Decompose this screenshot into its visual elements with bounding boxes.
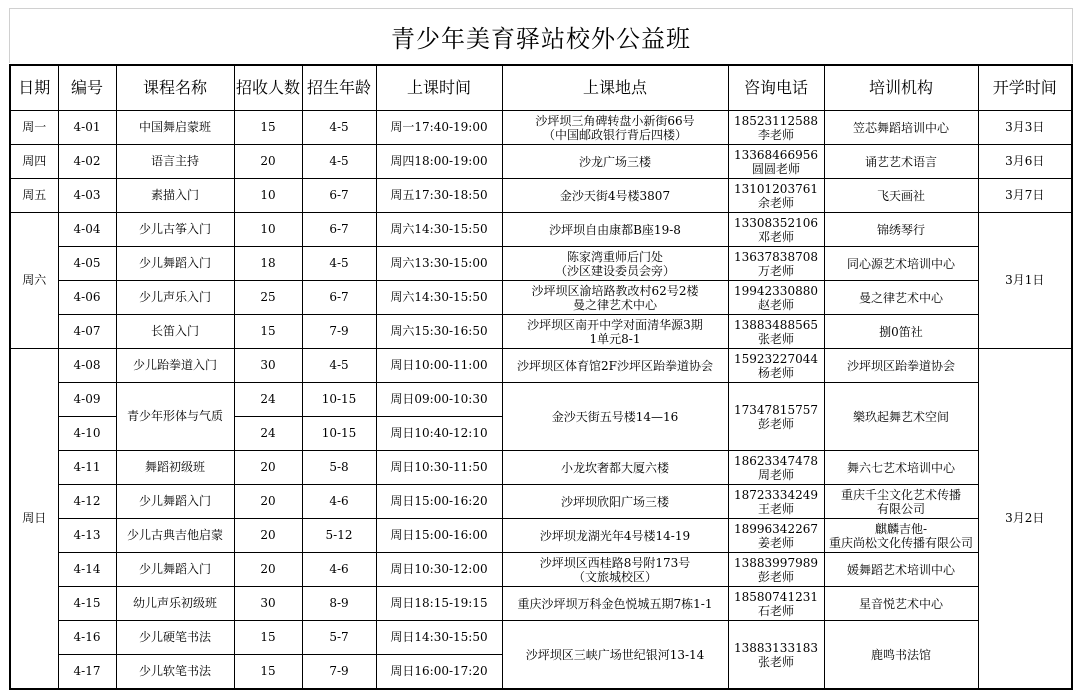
code-cell: 4-14	[58, 553, 116, 587]
place-cell-line: 沙坪坝区三峡广场世纪银河13-14	[525, 647, 705, 662]
time-cell: 周日09:00-10:30	[376, 383, 502, 417]
page-title: 青少年美育驿站校外公益班	[9, 8, 1073, 63]
phone-cell-line: 13883133183	[734, 640, 818, 655]
place-cell	[502, 247, 728, 281]
org-cell-line: 沙坪坝区跆拳道协会	[846, 358, 955, 373]
org-cell-line: 重庆尚松文化传播有限公司	[828, 535, 973, 550]
phone-cell	[728, 213, 824, 247]
place-cell-line: （沙区建设委员会旁）	[554, 263, 675, 278]
place-cell	[502, 519, 728, 553]
place-cell-line: 沙坪坝区南开中学对面清华源3期	[527, 317, 703, 332]
phone-cell-line: 圆圆老师	[751, 161, 800, 176]
count-cell: 24	[234, 417, 302, 451]
time-cell: 周日10:00-11:00	[376, 349, 502, 383]
course-cell: 少儿软笔书法	[116, 655, 234, 690]
place-cell	[502, 179, 728, 213]
age-cell: 8-9	[302, 587, 376, 621]
course-cell: 少儿舞蹈入门	[116, 553, 234, 587]
course-cell: 幼儿声乐初级班	[116, 587, 234, 621]
place-cell	[502, 349, 728, 383]
phone-cell-line: 杨老师	[757, 365, 794, 380]
age-cell: 4-6	[302, 485, 376, 519]
age-cell: 7-9	[302, 655, 376, 690]
org-cell-line: 锦绣琴行	[876, 222, 925, 237]
code-cell: 4-08	[58, 349, 116, 383]
phone-cell-line: 13368466956	[734, 147, 818, 162]
phone-cell	[728, 349, 824, 383]
phone-cell-line: 19942330880	[734, 283, 818, 298]
course-cell: 语言主持	[116, 145, 234, 179]
phone-cell	[728, 519, 824, 553]
phone-cell-line: 石老师	[757, 603, 794, 618]
age-cell: 4-5	[302, 247, 376, 281]
phone-cell-line: 余老师	[757, 195, 794, 210]
phone-cell-line: 万老师	[757, 263, 794, 278]
phone-cell-line: 彭老师	[757, 416, 794, 431]
place-cell	[502, 213, 728, 247]
org-cell	[824, 553, 978, 587]
time-cell: 周日16:00-17:20	[376, 655, 502, 690]
org-cell	[824, 485, 978, 519]
phone-cell-line: 18996342267	[734, 521, 818, 536]
phone-cell-line: 13101203761	[734, 181, 818, 196]
course-cell: 舞蹈初级班	[116, 451, 234, 485]
count-cell: 10	[234, 179, 302, 213]
age-cell: 10-15	[302, 383, 376, 417]
course-cell: 少儿舞蹈入门	[116, 247, 234, 281]
code-cell: 4-10	[58, 417, 116, 451]
place-cell	[502, 315, 728, 349]
code-cell: 4-13	[58, 519, 116, 553]
phone-cell	[728, 553, 824, 587]
age-cell: 5-12	[302, 519, 376, 553]
code-cell: 4-16	[58, 621, 116, 655]
org-cell	[824, 621, 978, 690]
table-row	[10, 247, 1072, 281]
header-cell: 咨询电话	[728, 65, 824, 111]
start-date-cell: 3月6日	[978, 145, 1072, 179]
org-cell	[824, 315, 978, 349]
header-cell: 开学时间	[978, 65, 1072, 111]
time-cell: 周四18:00-19:00	[376, 145, 502, 179]
time-cell: 周日10:30-11:50	[376, 451, 502, 485]
start-date-cell: 3月2日	[978, 349, 1072, 690]
place-cell-line: 小龙坎奢都大厦六楼	[560, 460, 669, 475]
phone-cell-line: 13883488565	[734, 317, 818, 332]
count-cell: 20	[234, 519, 302, 553]
age-cell: 10-15	[302, 417, 376, 451]
code-cell: 4-09	[58, 383, 116, 417]
phone-cell-line: 赵老师	[757, 297, 794, 312]
phone-cell	[728, 281, 824, 315]
count-cell: 20	[234, 145, 302, 179]
time-cell: 周一17:40-19:00	[376, 111, 502, 145]
header-cell: 课程名称	[116, 65, 234, 111]
code-cell: 4-17	[58, 655, 116, 690]
header-cell: 招收人数	[234, 65, 302, 111]
phone-cell-line: 18623347478	[734, 453, 818, 468]
count-cell: 15	[234, 621, 302, 655]
code-cell: 4-05	[58, 247, 116, 281]
org-cell-line: 有限公司	[876, 501, 925, 516]
count-cell: 20	[234, 553, 302, 587]
time-cell: 周六14:30-15:50	[376, 213, 502, 247]
schedule-table	[9, 64, 1073, 690]
place-cell-line: （中国邮政银行背后四楼）	[542, 127, 687, 142]
place-cell	[502, 145, 728, 179]
code-cell: 4-15	[58, 587, 116, 621]
place-cell	[502, 111, 728, 145]
phone-cell	[728, 111, 824, 145]
phone-cell	[728, 247, 824, 281]
phone-cell-line: 张老师	[757, 654, 794, 669]
table-row	[10, 519, 1072, 553]
phone-cell-line: 周老师	[757, 467, 794, 482]
age-cell: 6-7	[302, 179, 376, 213]
org-cell	[824, 451, 978, 485]
age-cell: 6-7	[302, 213, 376, 247]
org-cell-line: 樂玖起舞艺术空间	[852, 409, 949, 424]
course-cell: 少儿硬笔书法	[116, 621, 234, 655]
table-row	[10, 349, 1072, 383]
course-cell: 少儿古筝入门	[116, 213, 234, 247]
code-cell: 4-12	[58, 485, 116, 519]
start-date-cell: 3月1日	[978, 213, 1072, 349]
phone-cell	[728, 451, 824, 485]
org-cell-line: 捌0笛社	[879, 324, 923, 339]
place-cell-line: 沙坪坝区渝培路教改村62号2楼	[531, 283, 699, 298]
place-cell-line: 沙坪坝区西桂路8号附173号	[539, 555, 691, 570]
org-cell-line: 鹿鸣书法馆	[870, 647, 931, 662]
org-cell	[824, 349, 978, 383]
course-cell: 少儿舞蹈入门	[116, 485, 234, 519]
phone-cell-line: 姜老师	[757, 535, 794, 550]
age-cell: 4-6	[302, 553, 376, 587]
phone-cell-line: 李老师	[757, 127, 794, 142]
table-row	[10, 553, 1072, 587]
org-cell-line: 飞天画社	[876, 188, 925, 203]
code-cell: 4-11	[58, 451, 116, 485]
table-row	[10, 281, 1072, 315]
phone-cell-line: 18580741231	[734, 589, 818, 604]
place-cell	[502, 383, 728, 451]
place-cell	[502, 553, 728, 587]
time-cell: 周六13:30-15:00	[376, 247, 502, 281]
header-cell: 培训机构	[824, 65, 978, 111]
day-cell: 周一	[10, 111, 58, 145]
org-cell-line: 重庆千尘文化艺术传播	[840, 487, 961, 502]
phone-cell-line: 15923227044	[734, 351, 818, 366]
code-cell: 4-06	[58, 281, 116, 315]
place-cell-line: 重庆沙坪坝万科金色悦城五期7栋1-1	[517, 596, 713, 611]
time-cell: 周日14:30-15:50	[376, 621, 502, 655]
place-cell	[502, 587, 728, 621]
day-cell: 周六	[10, 213, 58, 349]
org-cell	[824, 519, 978, 553]
age-cell: 5-7	[302, 621, 376, 655]
time-cell: 周六15:30-16:50	[376, 315, 502, 349]
place-cell-line: 沙坪坝自由康都B座19-8	[549, 222, 681, 237]
header-cell: 编号	[58, 65, 116, 111]
code-cell: 4-01	[58, 111, 116, 145]
time-cell: 周日15:00-16:20	[376, 485, 502, 519]
org-cell	[824, 213, 978, 247]
count-cell: 25	[234, 281, 302, 315]
age-cell: 4-5	[302, 145, 376, 179]
course-cell: 素描入门	[116, 179, 234, 213]
table-row	[10, 111, 1072, 145]
phone-cell-line: 王老师	[757, 501, 794, 516]
org-cell-line: 星音悦艺术中心	[858, 596, 943, 611]
place-cell-line: 沙坪坝三角碑转盘小新街66号	[535, 113, 695, 128]
header-cell: 上课地点	[502, 65, 728, 111]
count-cell: 15	[234, 315, 302, 349]
org-cell-line: 媛舞蹈艺术培训中心	[846, 562, 955, 577]
time-cell: 周日15:00-16:00	[376, 519, 502, 553]
time-cell: 周日10:40-12:10	[376, 417, 502, 451]
phone-cell-line: 13883997989	[734, 555, 818, 570]
time-cell: 周五17:30-18:50	[376, 179, 502, 213]
place-cell-line: 沙龙广场三楼	[578, 154, 651, 169]
phone-cell-line: 18723334249	[734, 487, 818, 502]
place-cell-line: 陈家湾重师后门处	[566, 249, 663, 264]
phone-cell	[728, 315, 824, 349]
phone-cell	[728, 621, 824, 690]
count-cell: 15	[234, 111, 302, 145]
start-date-cell: 3月7日	[978, 179, 1072, 213]
phone-cell	[728, 587, 824, 621]
org-cell	[824, 383, 978, 451]
table-row	[10, 621, 1072, 655]
time-cell: 周日10:30-12:00	[376, 553, 502, 587]
place-cell-line: 沙坪坝区体育馆2F沙坪区跆拳道协会	[517, 358, 713, 373]
age-cell: 7-9	[302, 315, 376, 349]
header-cell: 日期	[10, 65, 58, 111]
day-cell: 周四	[10, 145, 58, 179]
org-cell-line: 麒麟吉他-	[874, 521, 928, 536]
course-cell: 少儿古典吉他启蒙	[116, 519, 234, 553]
age-cell: 4-5	[302, 111, 376, 145]
place-cell	[502, 621, 728, 690]
place-cell-line: 沙坪坝欣阳广场三楼	[560, 494, 669, 509]
place-cell	[502, 281, 728, 315]
table-row	[10, 213, 1072, 247]
phone-cell-line: 17347815757	[734, 402, 818, 417]
phone-cell-line: 18523112588	[734, 113, 818, 128]
org-cell-line: 诵艺艺术语言	[864, 154, 937, 169]
course-cell: 青少年形体与气质	[116, 383, 234, 451]
phone-cell	[728, 145, 824, 179]
count-cell: 10	[234, 213, 302, 247]
phone-cell	[728, 383, 824, 451]
table-row	[10, 179, 1072, 213]
org-cell	[824, 587, 978, 621]
phone-cell-line: 张老师	[757, 331, 794, 346]
start-date-cell: 3月3日	[978, 111, 1072, 145]
place-cell-line: 金沙天街4号楼3807	[559, 188, 671, 203]
course-cell: 中国舞启蒙班	[116, 111, 234, 145]
day-cell: 周日	[10, 349, 58, 690]
age-cell: 4-5	[302, 349, 376, 383]
phone-cell-line: 邓老师	[757, 229, 794, 244]
header-cell: 上课时间	[376, 65, 502, 111]
count-cell: 24	[234, 383, 302, 417]
course-cell: 少儿声乐入门	[116, 281, 234, 315]
phone-cell-line: 13308352106	[734, 215, 818, 230]
code-cell: 4-04	[58, 213, 116, 247]
count-cell: 20	[234, 451, 302, 485]
count-cell: 15	[234, 655, 302, 690]
day-cell: 周五	[10, 179, 58, 213]
code-cell: 4-03	[58, 179, 116, 213]
table-row	[10, 145, 1072, 179]
table-row	[10, 315, 1072, 349]
org-cell-line: 笠芯舞蹈培训中心	[852, 120, 949, 135]
phone-cell-line: 彭老师	[757, 569, 794, 584]
count-cell: 30	[234, 587, 302, 621]
org-cell	[824, 179, 978, 213]
table-row	[10, 485, 1072, 519]
time-cell: 周六14:30-15:50	[376, 281, 502, 315]
place-cell-line: 沙坪坝龙湖光年4号楼14-19	[539, 528, 691, 543]
age-cell: 5-8	[302, 451, 376, 485]
count-cell: 20	[234, 485, 302, 519]
code-cell: 4-07	[58, 315, 116, 349]
phone-cell	[728, 485, 824, 519]
header-row	[10, 65, 1072, 111]
place-cell-line: （文旅城校区）	[572, 569, 657, 584]
phone-cell-line: 13637838708	[734, 249, 818, 264]
header-cell: 招生年龄	[302, 65, 376, 111]
age-cell: 6-7	[302, 281, 376, 315]
org-cell-line: 曼之律艺术中心	[858, 290, 943, 305]
org-cell	[824, 247, 978, 281]
phone-cell	[728, 179, 824, 213]
table-row	[10, 451, 1072, 485]
place-cell	[502, 485, 728, 519]
org-cell-line: 同心源艺术培训中心	[846, 256, 955, 271]
org-cell	[824, 281, 978, 315]
count-cell: 30	[234, 349, 302, 383]
place-cell-line: 1单元8-1	[589, 331, 641, 346]
org-cell	[824, 145, 978, 179]
place-cell	[502, 451, 728, 485]
table-row	[10, 383, 1072, 417]
place-cell-line: 金沙天街五号楼14—16	[551, 409, 679, 424]
course-cell: 少儿跆拳道入门	[116, 349, 234, 383]
table-row	[10, 587, 1072, 621]
time-cell: 周日18:15-19:15	[376, 587, 502, 621]
code-cell: 4-02	[58, 145, 116, 179]
place-cell-line: 曼之律艺术中心	[572, 297, 657, 312]
course-cell: 长笛入门	[116, 315, 234, 349]
org-cell-line: 舞六七艺术培训中心	[846, 460, 955, 475]
org-cell	[824, 111, 978, 145]
count-cell: 18	[234, 247, 302, 281]
